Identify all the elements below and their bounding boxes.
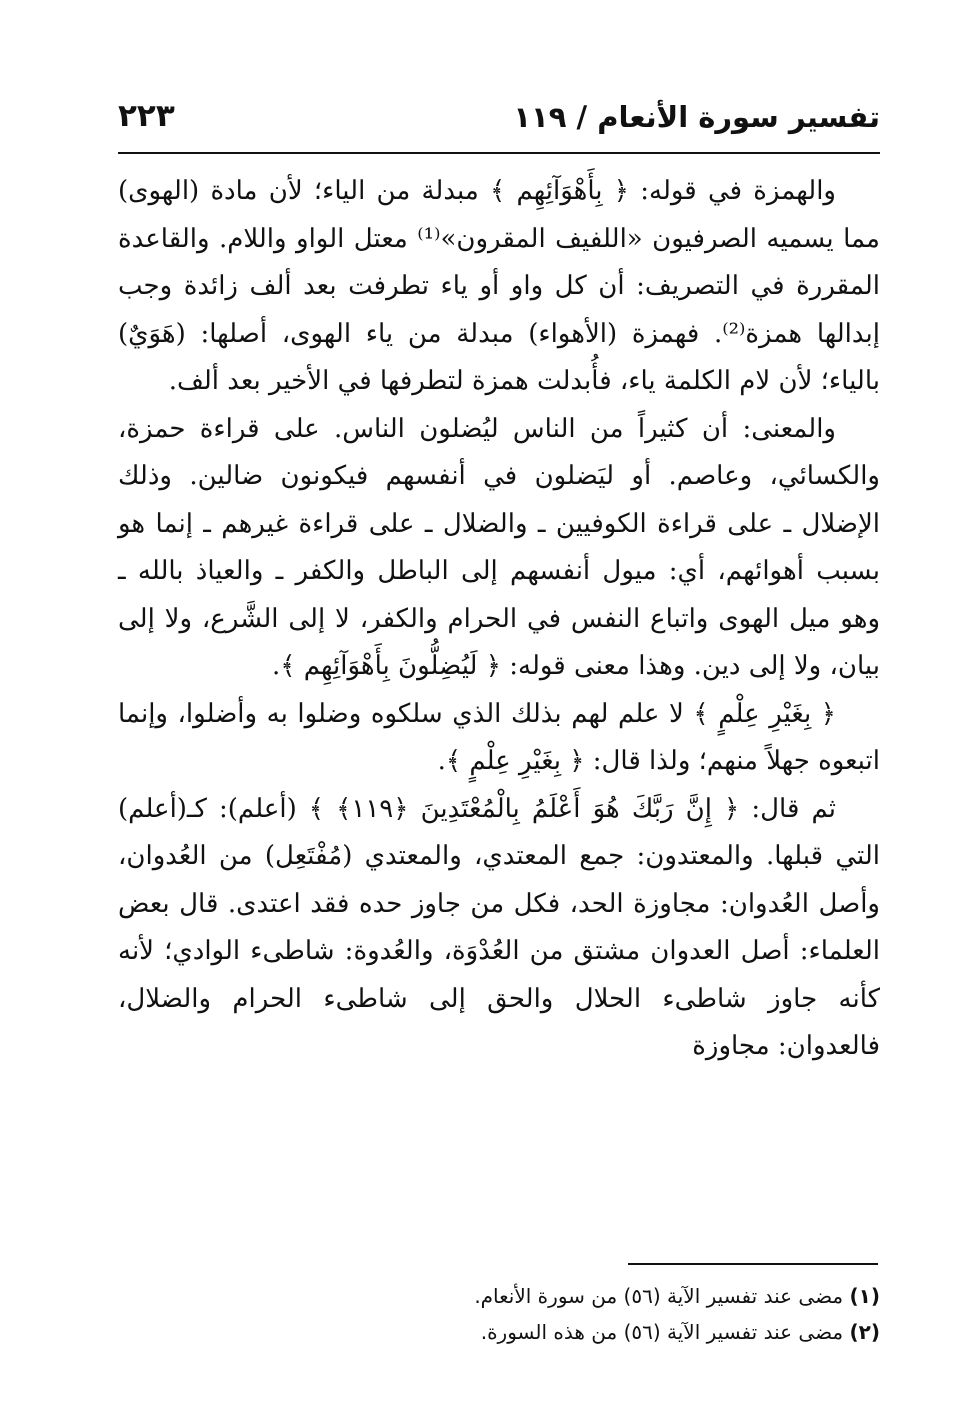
main-text	[118, 168, 880, 1071]
footnote-separator	[628, 1263, 878, 1265]
footnote-number: (٢)	[849, 1320, 880, 1344]
footnote-text: مضى عند تفسير الآية (٥٦) من هذه السورة.	[480, 1320, 844, 1344]
paragraph: والمعنى: أن كثيراً من الناس ليُضلون الناس. على قراءة حمزة، والكسائي، وعاصم. أو ليَضلون في أنفسهم فيكونون ضالين. وذلك الإضلال ـ على قراءة الكوفيين ـ والضلال ـ على قراءة غيرهم ـ إنما هو بسبب أهوائهم، أي: ميول أنفسهم إلى الباطل والكفر ـ والعياذ بالله ـ وهو ميل الهوى واتباع النفس في الحرام والكفر، لا إلى الشَّرع، ولا إلى بيان، ولا إلى دين. وهذا معنى قوله: ﴿ لَيُضِلُّونَ بِأَهْوَآئِهِم ﴾.	[118, 413, 880, 681]
page-number: ٢٢٣	[118, 98, 175, 134]
running-title: تفسير سورة الأنعام / ١١٩	[513, 100, 880, 134]
paragraph: ﴿ بِغَيْرِ عِلْمٍ ﴾ لا علم لهم بذلك الذي سلكوه وضلوا به وأضلوا، وإنما اتبعوه جهلاً منهم؛ ولذا قال: ﴿ بِغَيْرِ عِلْمٍ ﴾.	[118, 698, 880, 776]
paragraph: ثم قال: ﴿ إِنَّ رَبَّكَ هُوَ أَعْلَمُ بِالْمُعْتَدِينَ ﴿١١٩﴾ ﴾ (أعلم): كـ(أعلم) التي قبلها. والمعتدون: جمع المعتدي، والمعتدي (مُفْتَعِل) من العُدوان، وأصل العُدوان: مجاوزة الحد، فكل من جاوز حده فقد اعتدى. قال بعض العلماء: أصل العدوان مشتق من العُدْوَة، والعُدوة: شاطىء الوادي؛ لأنه كأنه جاوز شاطىء الحلال والحق إلى شاطىء الحرام والضلال، فالعدوان: مجاوزة	[118, 793, 880, 1061]
footnotes	[118, 1278, 880, 1350]
page-header	[118, 96, 880, 154]
footnote	[118, 1314, 880, 1350]
footnote	[118, 1278, 880, 1314]
footnote-number: (١)	[849, 1284, 880, 1308]
footnote-text: مضى عند تفسير الآية (٥٦) من سورة الأنعام.	[474, 1284, 844, 1308]
paragraph: والهمزة في قوله: ﴿ بِأَهْوَآئِهِم ﴾ مبدلة من الياء؛ لأن مادة (الهوى) مما يسميه الصرفيون «اللفيف المقرون»⁽¹⁾ معتل الواو واللام. والقاعدة المقررة في التصريف: أن كل واو أو ياء تطرفت بعد ألف زائدة وجب إبدالها همزة⁽²⁾. فهمزة (الأهواء) مبدلة من ياء الهوى، أصلها: (هَوَيٌ) بالياء؛ لأن لام الكلمة ياء، فأُبدلت همزة لتطرفها في الأخير بعد ألف.	[118, 176, 880, 396]
